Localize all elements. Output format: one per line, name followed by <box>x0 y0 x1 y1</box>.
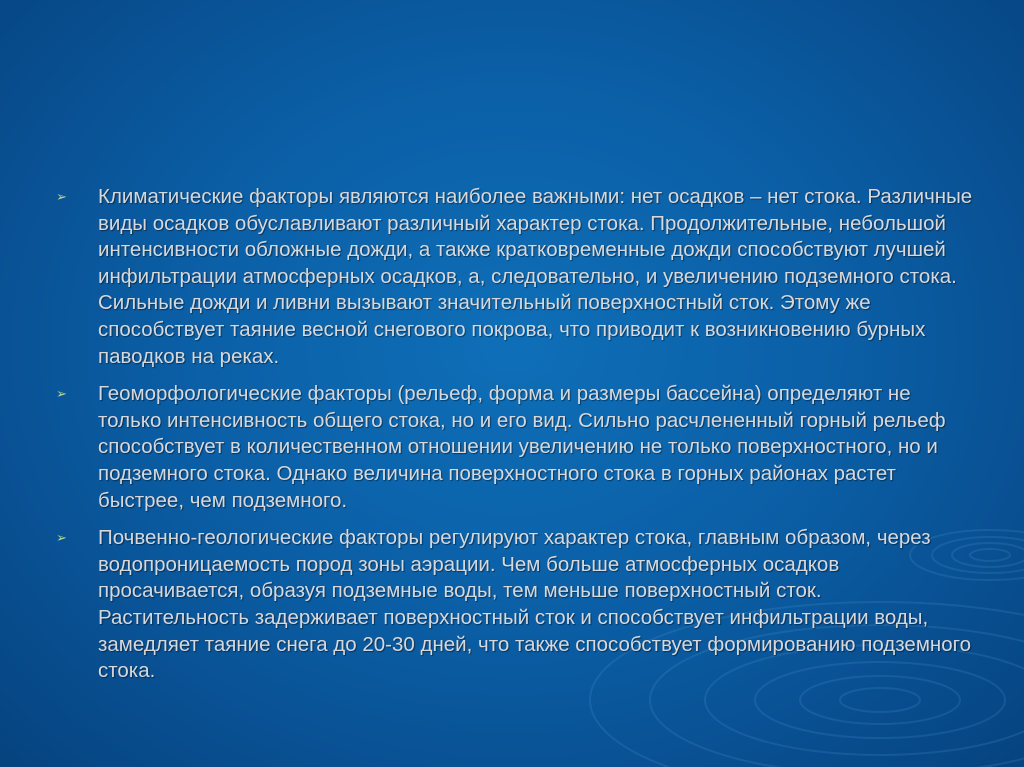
bullet-text-geomorphological: Геоморфологические факторы (рельеф, форма и размеры бассейна) определяют не только интенсивность общего стока, но и его вид. Сильно расчлененный горный рельеф способствует в количественном отношении увеличению не только поверхностного, но и подземного стока. Однако величина поверхностного стока в горных районах растет быстрее, чем подземного. <box>98 382 946 512</box>
bullet-item-climatic <box>56 184 976 370</box>
bullet-text-soil-geological: Почвенно-геологические факторы регулируют характер стока, главным образом, через водопроницаемость пород зоны аэрации. Чем больше атмосферных осадков просачивается, образуя подземные воды, тем меньше поверхностный сток. Растительность задерживает поверхностный сток и способствует инфильтрации воды, замедляет таяние снега до 20-30 дней, что также способствует формированию подземного стока. <box>98 526 972 683</box>
arrow-bullet-icon: ➢ <box>56 190 67 205</box>
arrow-bullet-icon: ➢ <box>56 531 67 547</box>
bullet-item-geomorphological <box>56 381 976 514</box>
bullet-list <box>56 184 976 696</box>
arrow-bullet-icon: ➢ <box>56 387 67 403</box>
bullet-text-climatic: Климатические факторы являются наиболее важными: нет осадков – нет стока. Различные виды осадков обуславливают различный характер стока. Продолжительные, небольшой интенсивности обложные дожди, а также кратковременные дожди способствуют лучшей инфильтрации атмосферных осадков, а, следовательно, и увеличению подземного стока. Сильные дожди и ливни вызывают значительный поверхностный сток. Этому же способствует таяние весной снегового покрова, что приводит к возникновению бурных паводков на реках. <box>98 185 973 368</box>
bullet-item-soil-geological <box>56 525 976 685</box>
